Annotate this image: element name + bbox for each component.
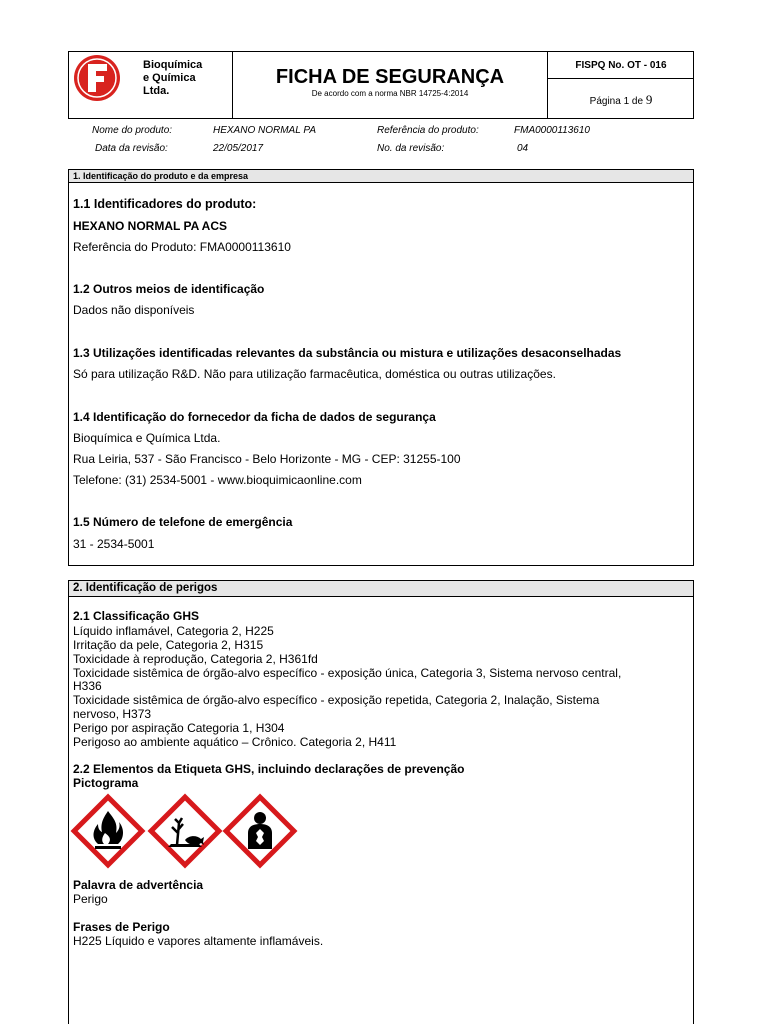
heading-1-2: 1.2 Outros meios de identificação: [73, 282, 265, 296]
section-1-heading: 1. Identificação do produto e da empresa: [69, 170, 693, 183]
heading-1-3: 1.3 Utilizações identificadas relevantes da substância ou mistura e utilizações desaconselhadas: [73, 346, 622, 360]
heading-1-4: 1.4 Identificação do fornecedor da ficha de dados de segurança: [73, 410, 436, 424]
heading-2-1: 2.1 Classificação GHS: [73, 609, 200, 623]
revision-no-value: 04: [517, 143, 529, 154]
reference-label: Referência do produto:: [377, 125, 479, 136]
document-header: [68, 51, 694, 119]
revision-date-label: Data da revisão:: [95, 143, 168, 154]
product-reference: Referência do Produto: FMA0000113610: [73, 240, 291, 254]
classification-6: Perigo por aspiração Categoria 1, H304: [73, 721, 285, 735]
identified-uses: Só para utilização R&D. Não para utilização farmacêutica, doméstica ou outras utilizações.: [73, 367, 556, 381]
classification-3: Toxicidade à reprodução, Categoria 2, H361fd: [73, 652, 318, 666]
pictogram-label: Pictograma: [73, 776, 139, 790]
heading-1-5: 1.5 Número de telefone de emergência: [73, 515, 293, 529]
other-identification: Dados não disponíveis: [73, 303, 195, 317]
supplier-phone: Telefone: (31) 2534-5001 - www.bioquimicaonline.com: [73, 473, 362, 487]
heading-1-1: 1.1 Identificadores do produto:: [73, 197, 257, 211]
classification-7: Perigoso ao ambiente aquático – Crônico. Categoria 2, H411: [73, 735, 397, 749]
fispq-number: FISPQ No. OT - 016: [575, 60, 667, 71]
signal-word-label: Palavra de advertência: [73, 878, 204, 892]
flame-icon: [70, 793, 146, 869]
revision-date-value: 22/05/2017: [213, 143, 264, 154]
product-name-value: HEXANO NORMAL PA: [213, 125, 316, 136]
signal-word: Perigo: [73, 892, 108, 906]
page-indicator: Página 1 de 9: [589, 92, 653, 107]
emergency-phone: 31 - 2534-5001: [73, 537, 155, 551]
section-2-heading: 2. Identificação de perigos: [69, 581, 693, 597]
classification-2: Irritação da pele, Categoria 2, H315: [73, 638, 264, 652]
revision-no-label: No. da revisão:: [377, 143, 445, 154]
product-name-label: Nome do produto:: [92, 125, 173, 136]
classification-5a: Toxicidade sistêmica de órgão-alvo específico - exposição repetida, Categoria 2, Inalação, Sistema: [73, 693, 600, 707]
document-title: FICHA DE SEGURANÇA: [275, 66, 505, 88]
classification-4a: Toxicidade sistêmica de órgão-alvo específico - exposição única, Categoria 3, Sistema nervoso central,: [73, 666, 622, 680]
classification-5b: nervoso, H373: [73, 707, 152, 721]
company-logo: [73, 54, 121, 102]
classification-1: Líquido inflamável, Categoria 2, H225: [73, 624, 274, 638]
heading-2-2: 2.2 Elementos da Etiqueta GHS, incluindo declarações de prevenção: [73, 762, 465, 776]
environment-icon: [147, 793, 223, 869]
document-subtitle: De acordo com a norma NBR 14725-4:2014: [311, 89, 469, 98]
reference-value: FMA0000113610: [514, 125, 590, 136]
health-hazard-icon: [222, 793, 298, 869]
classification-4b: H336: [73, 679, 102, 693]
supplier-address: Rua Leiria, 537 - São Francisco - Belo Horizonte - MG - CEP: 31255-100: [73, 452, 461, 466]
hazard-phrases-label: Frases de Perigo: [73, 920, 170, 934]
company-name: Bioquímica e Química Ltda.: [143, 59, 203, 97]
supplier-name: Bioquímica e Química Ltda.: [73, 431, 221, 445]
product-title: HEXANO NORMAL PA ACS: [73, 219, 228, 233]
hazard-phrase-h225: H225 Líquido e vapores altamente inflamáveis.: [73, 934, 324, 948]
